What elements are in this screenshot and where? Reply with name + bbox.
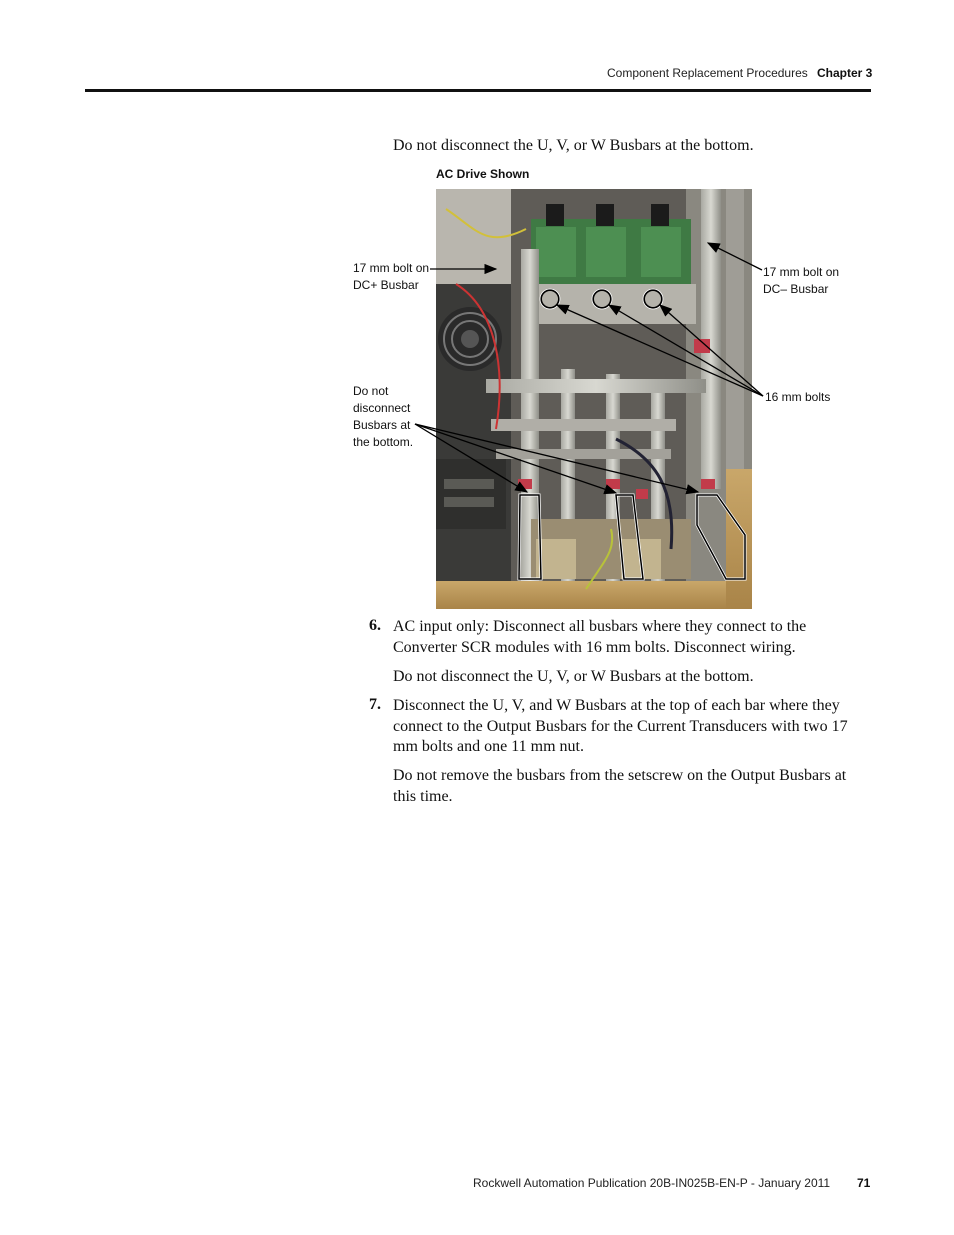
callout-16mm-bolts: 16 mm bolts	[765, 390, 831, 404]
step-number: 7.	[369, 696, 381, 713]
header-section-title: Component Replacement Procedures	[607, 66, 808, 80]
callout-do-not-disconnect: Do not disconnect Busbars at the bottom.	[353, 384, 414, 449]
callout-dc-plus: 17 mm bolt on DC+ Busbar	[353, 261, 430, 292]
step-text: AC input only: Disconnect all busbars where they connect to the Converter SCR modules with 16 mm bolts. Disconnect wiring.	[393, 618, 807, 656]
footer-publication: Rockwell Automation Publication 20B-IN025B-EN-P - January 2011	[473, 1176, 831, 1190]
callout-dc-minus: 17 mm bolt on DC– Busbar	[763, 265, 840, 296]
step-number: 6.	[369, 617, 381, 634]
step-text: Disconnect the U, V, and W Busbars at the top of each bar where they connect to the Output Busbars for the Current Transducers with two 17 mm bolts and one 11 mm nut.	[393, 697, 848, 755]
drive-photo	[436, 189, 752, 609]
header-rule	[85, 89, 871, 92]
header-chapter-label: Chapter 3	[817, 66, 873, 80]
step-note: Do not remove the busbars from the setscrew on the Output Busbars at this time.	[393, 767, 847, 805]
step-note: Do not disconnect the U, V, or W Busbars at the bottom.	[393, 668, 754, 685]
intro-note: Do not disconnect the U, V, or W Busbars at the bottom.	[393, 137, 754, 154]
figure-title: AC Drive Shown	[436, 167, 530, 181]
page-number: 71	[857, 1176, 871, 1190]
